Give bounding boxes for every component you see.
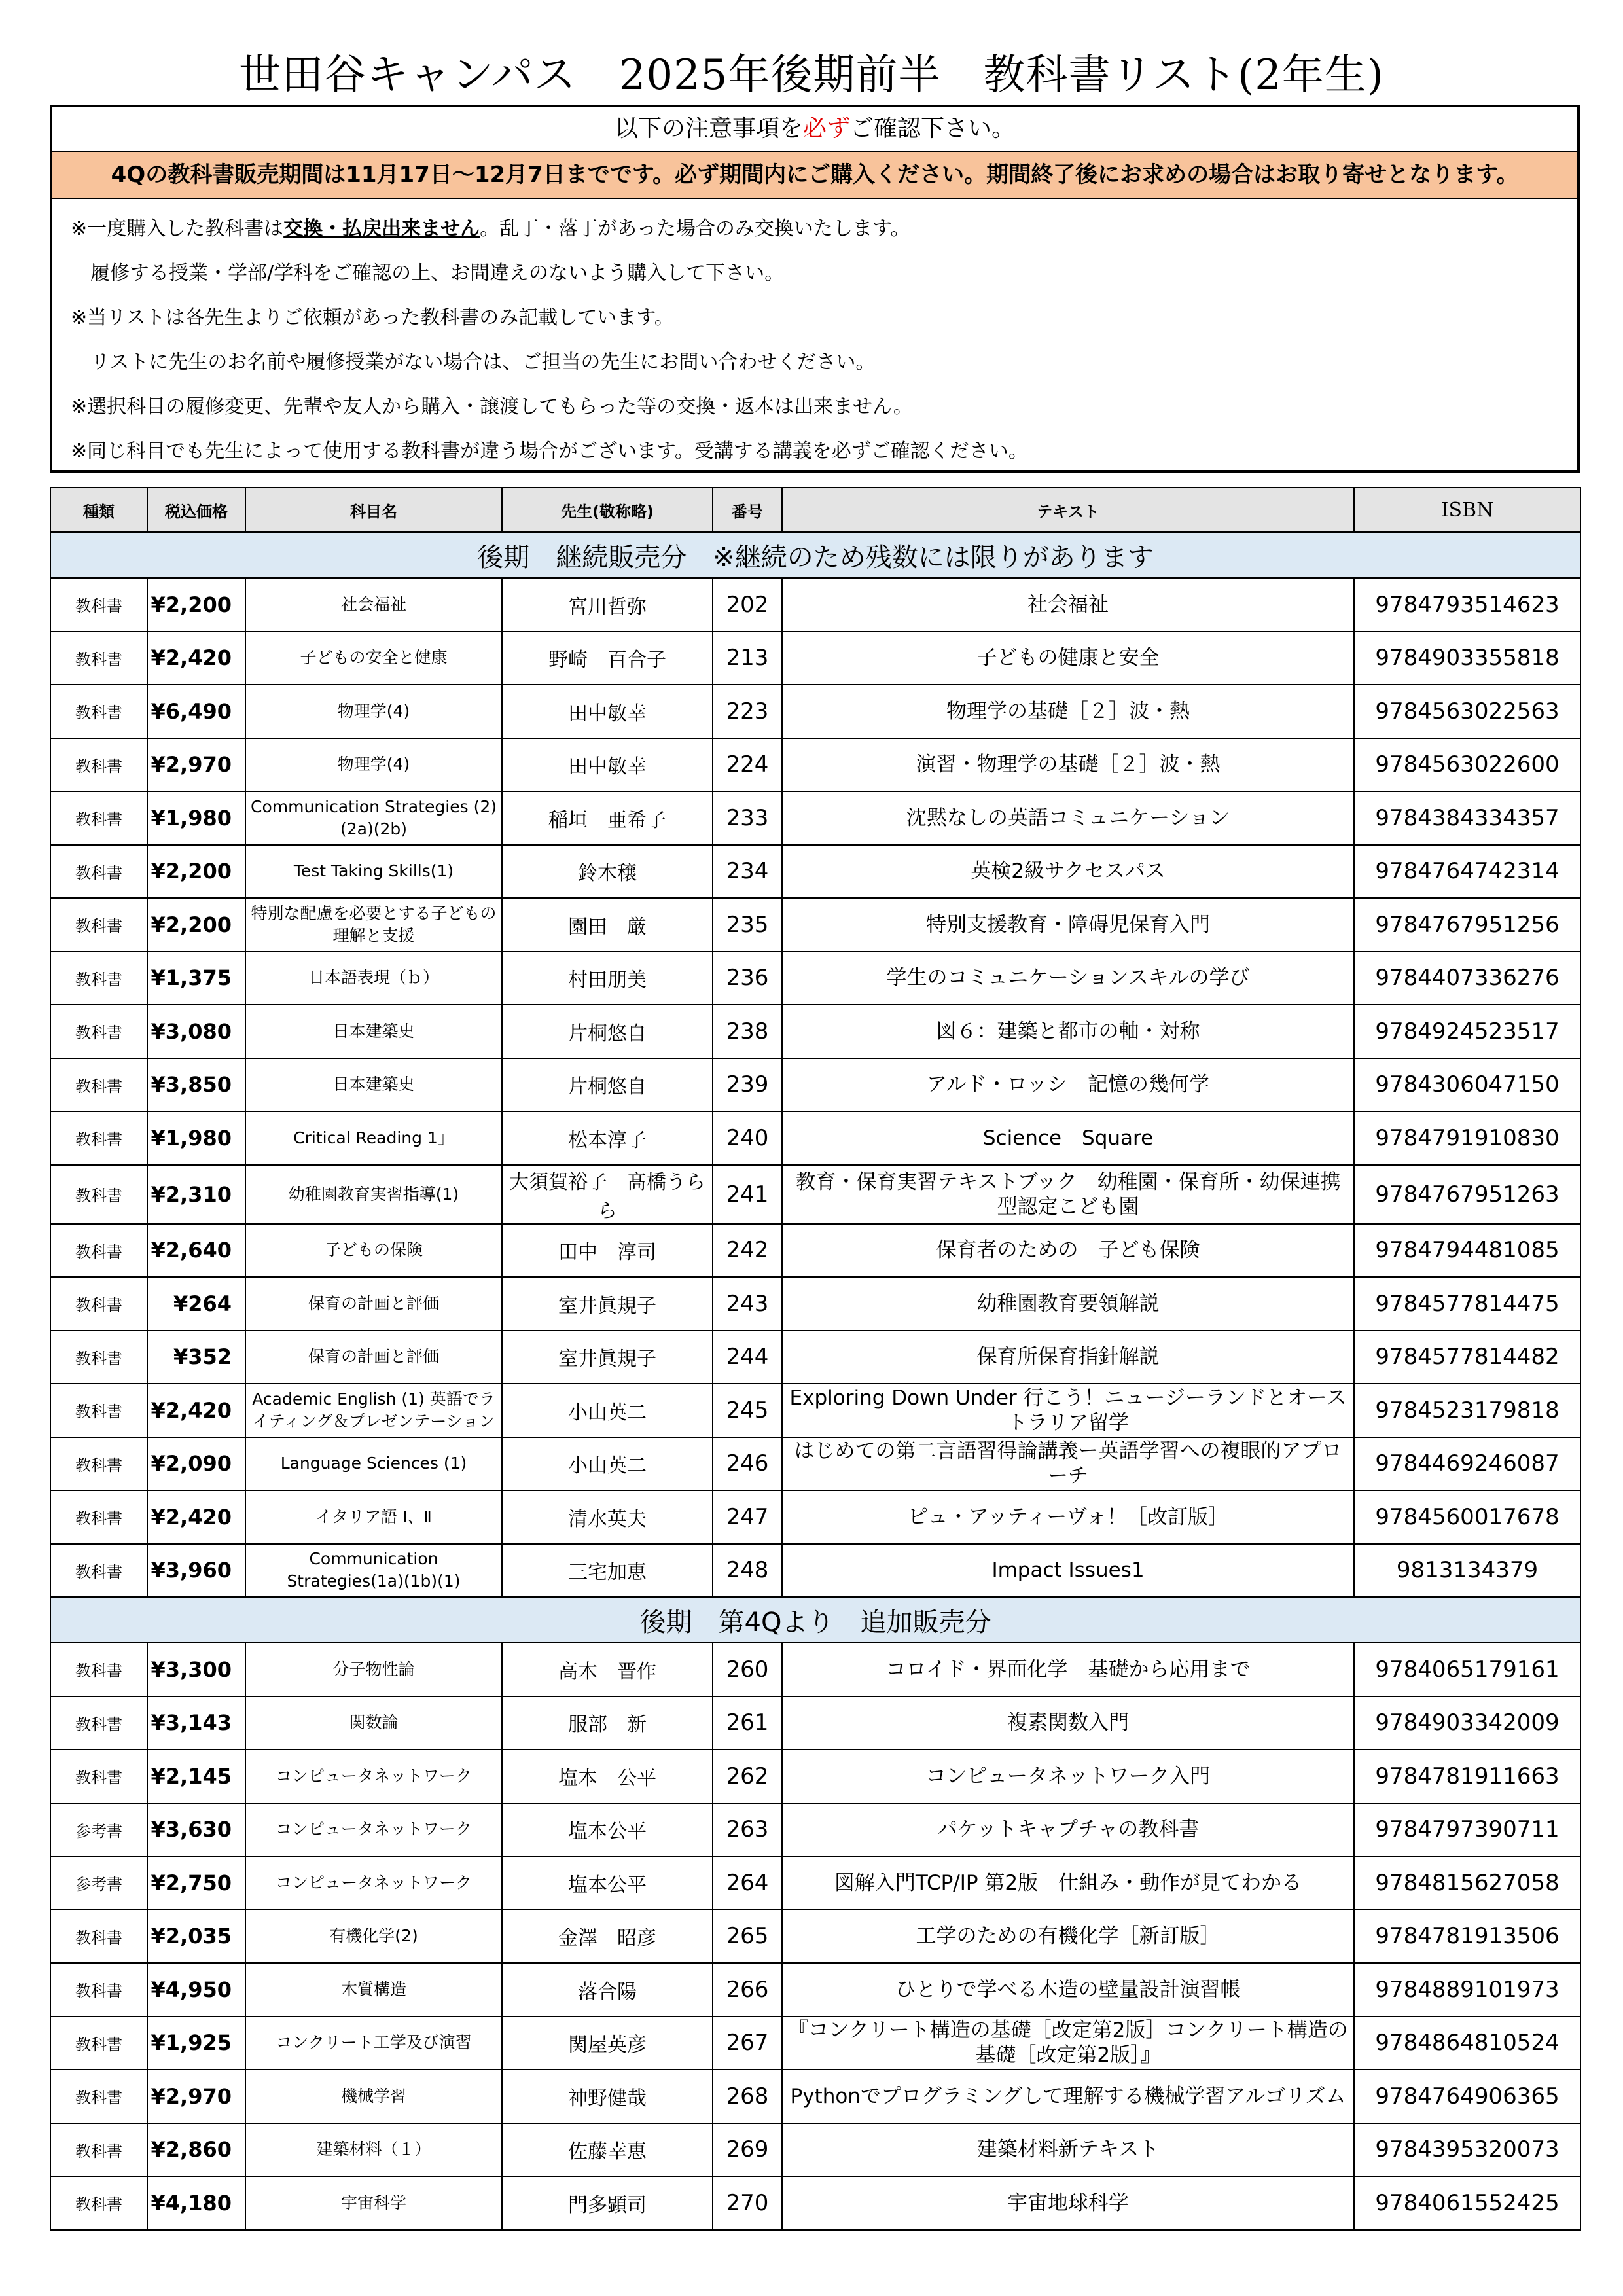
cell-type: 教科書: [50, 1910, 147, 1964]
cell-type: 教科書: [50, 1643, 147, 1696]
cell-price: ¥352: [147, 1331, 245, 1384]
sales-period-banner: 4Qの教科書販売期間は11月17日～12月7日までです。必ず期間内にご購入ください。期間終了後にお求めの場合はお取り寄せとなります。: [52, 152, 1577, 199]
cell-teacher: 高木 晋作: [502, 1643, 713, 1696]
cell-number: 267: [713, 2017, 782, 2070]
cell-text: 『コンクリート構造の基礎［改定第2版］コンクリート構造の基礎［改定第2版］』: [782, 2017, 1354, 2070]
cell-teacher: 佐藤幸恵: [502, 2123, 713, 2177]
cell-text: 社会福祉: [782, 578, 1354, 632]
cell-number: 241: [713, 1165, 782, 1224]
cell-teacher: 三宅加恵: [502, 1544, 713, 1598]
cell-number: 247: [713, 1490, 782, 1544]
cell-isbn: 9784767951256: [1354, 898, 1580, 952]
cell-subject: 木質構造: [245, 1963, 502, 2017]
cell-type: 教科書: [50, 632, 147, 685]
table-row: [50, 1384, 1580, 1437]
cell-type: 参考書: [50, 1803, 147, 1857]
cell-type: 教科書: [50, 1058, 147, 1112]
cell-teacher: 田中敏幸: [502, 685, 713, 738]
cell-number: 236: [713, 952, 782, 1005]
cell-teacher: 宮川哲弥: [502, 578, 713, 632]
section-additional-header: [50, 1597, 1580, 1643]
cell-isbn: 9784797390711: [1354, 1803, 1580, 1857]
table-header-row: [50, 488, 1580, 532]
cell-teacher: 塩本 公平: [502, 1749, 713, 1803]
table-row: [50, 2070, 1580, 2123]
cell-teacher: 松本淳子: [502, 1111, 713, 1165]
cell-text: 学生のコミュニケーションスキルの学び: [782, 952, 1354, 1005]
cell-text: 保育所保育指針解説: [782, 1331, 1354, 1384]
cell-subject: コンピュータネットワーク: [245, 1856, 502, 1910]
cell-isbn: 9784903342009: [1354, 1696, 1580, 1750]
cell-teacher: 清水英夫: [502, 1490, 713, 1544]
page-title: 世田谷キャンパス 2025年後期前半 教科書リスト(2年生): [239, 51, 1384, 99]
cell-subject: Test Taking Skills(1): [245, 845, 502, 899]
cell-price: ¥2,310: [147, 1165, 245, 1224]
cell-teacher: 室井眞規子: [502, 1331, 713, 1384]
cell-text: コンピュータネットワーク入門: [782, 1749, 1354, 1803]
cell-type: 参考書: [50, 1856, 147, 1910]
cell-teacher: 村田朋美: [502, 952, 713, 1005]
cell-text: 特別支援教育・障碍児保育入門: [782, 898, 1354, 952]
cell-number: 213: [713, 632, 782, 685]
notice-line-6: ※同じ科目でも先生によって使用する教科書が違う場合がございます。受講する講義を必ずご確認ください。: [71, 440, 1028, 463]
cell-type: 教科書: [50, 738, 147, 792]
cell-text: 複素関数入門: [782, 1696, 1354, 1750]
cell-isbn: 9784781913506: [1354, 1910, 1580, 1964]
cell-type: 教科書: [50, 1331, 147, 1384]
cell-isbn: 9784794481085: [1354, 1224, 1580, 1278]
table-row: [50, 1490, 1580, 1544]
cell-text: はじめての第二言語習得論講義ー英語学習への複眼的アプローチ: [782, 1437, 1354, 1491]
cell-type: 教科書: [50, 1749, 147, 1803]
cell-subject: 関数論: [245, 1696, 502, 1750]
table-row: [50, 898, 1580, 952]
cell-teacher: 片桐悠自: [502, 1005, 713, 1058]
table-row: [50, 1643, 1580, 1696]
cell-isbn: 9784781911663: [1354, 1749, 1580, 1803]
table-row: [50, 2123, 1580, 2177]
cell-type: 教科書: [50, 1437, 147, 1491]
cell-type: 教科書: [50, 845, 147, 899]
cell-price: ¥2,970: [147, 2070, 245, 2123]
cell-subject: 物理学(4): [245, 685, 502, 738]
cell-number: 240: [713, 1111, 782, 1165]
cell-number: 235: [713, 898, 782, 952]
cell-text: 工学のための有機化学［新訂版］: [782, 1910, 1354, 1964]
cell-subject: 建築材料（１）: [245, 2123, 502, 2177]
cell-teacher: 神野健哉: [502, 2070, 713, 2123]
cell-type: 教科書: [50, 2070, 147, 2123]
cell-number: 202: [713, 578, 782, 632]
notice-line-1-emphasis: 交換・払戻出来ません: [283, 217, 480, 240]
cell-type: 教科書: [50, 685, 147, 738]
notice-heading-emphasis: 必ず: [802, 115, 850, 142]
cell-number: 270: [713, 2176, 782, 2230]
cell-price: ¥1,925: [147, 2017, 245, 2070]
cell-subject: 宇宙科学: [245, 2176, 502, 2230]
cell-text: 演習・物理学の基礎［２］波・熱: [782, 738, 1354, 792]
cell-subject: コンピュータネットワーク: [245, 1749, 502, 1803]
cell-text: Impact Issues1: [782, 1544, 1354, 1598]
cell-number: 248: [713, 1544, 782, 1598]
cell-teacher: 大須賀裕子 髙橋うらら: [502, 1165, 713, 1224]
cell-number: 244: [713, 1331, 782, 1384]
table-row: [50, 845, 1580, 899]
cell-subject: 保育の計画と評価: [245, 1331, 502, 1384]
cell-isbn: 9784306047150: [1354, 1058, 1580, 1112]
cell-price: ¥3,850: [147, 1058, 245, 1112]
cell-number: 245: [713, 1384, 782, 1437]
table-row: [50, 1856, 1580, 1910]
cell-price: ¥2,420: [147, 1490, 245, 1544]
table-row: [50, 1749, 1580, 1803]
cell-isbn: 9784061552425: [1354, 2176, 1580, 2230]
cell-teacher: 塩本公平: [502, 1803, 713, 1857]
cell-text: パケットキャプチャの教科書: [782, 1803, 1354, 1857]
notice-line-4: リストに先生のお名前や履修授業がない場合は、ご担当の先生にお問い合わせください。: [71, 351, 876, 374]
notice-line-1-prefix: ※一度購入した教科書は: [71, 217, 284, 240]
cell-type: 教科書: [50, 898, 147, 952]
header-isbn: ISBN: [1354, 488, 1580, 532]
cell-isbn: 9784764906365: [1354, 2070, 1580, 2123]
cell-isbn: 9784065179161: [1354, 1643, 1580, 1696]
cell-number: 238: [713, 1005, 782, 1058]
cell-price: ¥2,090: [147, 1437, 245, 1491]
notice-box: [50, 105, 1580, 473]
table-row: [50, 685, 1580, 738]
header-type: 種類: [50, 488, 147, 532]
cell-text: 図６：建築と都市の軸・対称: [782, 1005, 1354, 1058]
cell-text: 沈黙なしの英語コミュニケーション: [782, 791, 1354, 845]
section-continuing-title: 後期 継続販売分 ※継続のため残数には限りがあります: [50, 532, 1580, 578]
cell-isbn: 9784563022600: [1354, 738, 1580, 792]
cell-isbn: 9784560017678: [1354, 1490, 1580, 1544]
cell-type: 教科書: [50, 1111, 147, 1165]
table-row: [50, 1058, 1580, 1112]
cell-price: ¥6,490: [147, 685, 245, 738]
cell-subject: イタリア語 Ⅰ、Ⅱ: [245, 1490, 502, 1544]
cell-number: 233: [713, 791, 782, 845]
cell-isbn: 9784815627058: [1354, 1856, 1580, 1910]
cell-price: ¥1,375: [147, 952, 245, 1005]
cell-type: 教科書: [50, 1165, 147, 1224]
cell-number: 269: [713, 2123, 782, 2177]
cell-teacher: 稲垣 亜希子: [502, 791, 713, 845]
cell-type: 教科書: [50, 578, 147, 632]
notice-line-1: [71, 207, 1577, 251]
header-teacher: 先生(敬称略): [502, 488, 713, 532]
cell-teacher: 服部 新: [502, 1696, 713, 1750]
cell-subject: Critical Reading 1」: [245, 1111, 502, 1165]
cell-text: Exploring Down Under 行こう！ニュージーランドとオーストラリア留学: [782, 1384, 1354, 1437]
cell-type: 教科書: [50, 1963, 147, 2017]
cell-teacher: 鈴木穣: [502, 845, 713, 899]
cell-number: 268: [713, 2070, 782, 2123]
cell-text: ひとりで学べる木造の壁量設計演習帳: [782, 1963, 1354, 2017]
cell-price: ¥2,420: [147, 632, 245, 685]
table-row: [50, 2017, 1580, 2070]
table-row: [50, 632, 1580, 685]
cell-text: 英検2級サクセスパス: [782, 845, 1354, 899]
table-row: [50, 578, 1580, 632]
cell-isbn: 9784903355818: [1354, 632, 1580, 685]
cell-type: 教科書: [50, 1277, 147, 1331]
cell-type: 教科書: [50, 1384, 147, 1437]
cell-type: 教科書: [50, 791, 147, 845]
cell-price: ¥2,640: [147, 1224, 245, 1278]
cell-price: ¥264: [147, 1277, 245, 1331]
cell-price: ¥1,980: [147, 791, 245, 845]
cell-teacher: 室井眞規子: [502, 1277, 713, 1331]
table-row: [50, 1005, 1580, 1058]
cell-number: 242: [713, 1224, 782, 1278]
section-continuing-header: [50, 532, 1580, 578]
cell-price: ¥3,960: [147, 1544, 245, 1598]
cell-subject: Communication Strategies (2)(2a)(2b): [245, 791, 502, 845]
cell-teacher: 小山英二: [502, 1384, 713, 1437]
cell-isbn: 9784395320073: [1354, 2123, 1580, 2177]
cell-text: 保育者のための 子ども保険: [782, 1224, 1354, 1278]
cell-isbn: 9813134379: [1354, 1544, 1580, 1598]
notice-lines: [52, 199, 1577, 474]
cell-subject: 社会福祉: [245, 578, 502, 632]
cell-isbn: 9784523179818: [1354, 1384, 1580, 1437]
cell-isbn: 9784407336276: [1354, 952, 1580, 1005]
cell-text: 図解入門TCP/IP 第2版 仕組み・動作が見てわかる: [782, 1856, 1354, 1910]
cell-number: 266: [713, 1963, 782, 2017]
cell-teacher: 田中敏幸: [502, 738, 713, 792]
cell-isbn: 9784469246087: [1354, 1437, 1580, 1491]
cell-number: 224: [713, 738, 782, 792]
cell-number: 264: [713, 1856, 782, 1910]
cell-price: ¥2,145: [147, 1749, 245, 1803]
cell-subject: 特別な配慮を必要とする子どもの理解と支援: [245, 898, 502, 952]
cell-number: 265: [713, 1910, 782, 1964]
cell-isbn: 9784924523517: [1354, 1005, 1580, 1058]
cell-type: 教科書: [50, 1490, 147, 1544]
cell-subject: Communication Strategies(1a)(1b)(1): [245, 1544, 502, 1598]
cell-number: 263: [713, 1803, 782, 1857]
cell-isbn: 9784764742314: [1354, 845, 1580, 899]
cell-isbn: 9784767951263: [1354, 1165, 1580, 1224]
cell-price: ¥2,035: [147, 1910, 245, 1964]
cell-text: 教育・保育実習テキストブック 幼稚園・保育所・幼保連携型認定こども園: [782, 1165, 1354, 1224]
cell-isbn: 9784563022563: [1354, 685, 1580, 738]
cell-isbn: 9784864810524: [1354, 2017, 1580, 2070]
cell-price: ¥1,980: [147, 1111, 245, 1165]
cell-isbn: 9784791910830: [1354, 1111, 1580, 1165]
table-row: [50, 1165, 1580, 1224]
cell-isbn: 9784889101973: [1354, 1963, 1580, 2017]
cell-type: 教科書: [50, 952, 147, 1005]
table-row: [50, 1331, 1580, 1384]
cell-teacher: 田中 淳司: [502, 1224, 713, 1278]
cell-text: ピュ・アッティーヴォ！［改訂版］: [782, 1490, 1354, 1544]
cell-price: ¥3,143: [147, 1696, 245, 1750]
cell-teacher: 園田 厳: [502, 898, 713, 952]
cell-subject: 分子物性論: [245, 1643, 502, 1696]
table-row: [50, 2176, 1580, 2230]
cell-type: 教科書: [50, 1696, 147, 1750]
table-row: [50, 1111, 1580, 1165]
table-row: [50, 1910, 1580, 1964]
notice-line-1-suffix: 。乱丁・落丁があった場合のみ交換いたします。: [480, 217, 910, 240]
cell-price: ¥2,200: [147, 578, 245, 632]
cell-type: 教科書: [50, 1544, 147, 1598]
cell-price: ¥2,200: [147, 898, 245, 952]
cell-subject: 機械学習: [245, 2070, 502, 2123]
notice-heading-suffix: ご確認下さい。: [850, 115, 1016, 142]
cell-text: 子どもの健康と安全: [782, 632, 1354, 685]
cell-number: 239: [713, 1058, 782, 1112]
cell-number: 246: [713, 1437, 782, 1491]
cell-subject: Academic English (1) 英語でライティング＆プレゼンテーション: [245, 1384, 502, 1437]
cell-text: 建築材料新テキスト: [782, 2123, 1354, 2177]
cell-price: ¥3,080: [147, 1005, 245, 1058]
table-row: [50, 1224, 1580, 1278]
cell-number: 260: [713, 1643, 782, 1696]
cell-teacher: 塩本公平: [502, 1856, 713, 1910]
textbook-table: [50, 487, 1581, 2231]
cell-teacher: 片桐悠自: [502, 1058, 713, 1112]
cell-subject: 保育の計画と評価: [245, 1277, 502, 1331]
cell-type: 教科書: [50, 1005, 147, 1058]
cell-isbn: 9784793514623: [1354, 578, 1580, 632]
table-row: [50, 1437, 1580, 1491]
cell-isbn: 9784384334357: [1354, 791, 1580, 845]
cell-price: ¥2,750: [147, 1856, 245, 1910]
cell-number: 234: [713, 845, 782, 899]
cell-type: 教科書: [50, 2017, 147, 2070]
table-row: [50, 1963, 1580, 2017]
cell-subject: Language Sciences (1): [245, 1437, 502, 1491]
header-price: 税込価格: [147, 488, 245, 532]
cell-text: コロイド・界面化学 基礎から応用まで: [782, 1643, 1354, 1696]
cell-price: ¥3,630: [147, 1803, 245, 1857]
cell-type: 教科書: [50, 1224, 147, 1278]
cell-isbn: 9784577814475: [1354, 1277, 1580, 1331]
table-row: [50, 1277, 1580, 1331]
cell-price: ¥2,860: [147, 2123, 245, 2177]
cell-subject: コンピュータネットワーク: [245, 1803, 502, 1857]
cell-subject: コンクリート工学及び演習: [245, 2017, 502, 2070]
cell-type: 教科書: [50, 2176, 147, 2230]
table-row: [50, 1803, 1580, 1857]
cell-text: 幼稚園教育要領解説: [782, 1277, 1354, 1331]
cell-price: ¥2,200: [147, 845, 245, 899]
cell-text: 物理学の基礎［２］波・熱: [782, 685, 1354, 738]
cell-number: 261: [713, 1696, 782, 1750]
table-body: [50, 532, 1580, 2230]
cell-text: アルド・ロッシ 記憶の幾何学: [782, 1058, 1354, 1112]
cell-price: ¥3,300: [147, 1643, 245, 1696]
cell-text: Pythonでプログラミングして理解する機械学習アルゴリズム: [782, 2070, 1354, 2123]
cell-teacher: 落合陽: [502, 1963, 713, 2017]
table-row: [50, 1544, 1580, 1598]
cell-teacher: 野崎 百合子: [502, 632, 713, 685]
cell-subject: 子どもの安全と健康: [245, 632, 502, 685]
cell-teacher: 関屋英彦: [502, 2017, 713, 2070]
table-row: [50, 1696, 1580, 1750]
header-subject: 科目名: [245, 488, 502, 532]
cell-subject: 幼稚園教育実習指導(1): [245, 1165, 502, 1224]
notice-heading-prefix: 以下の注意事項を: [614, 115, 803, 142]
cell-number: 223: [713, 685, 782, 738]
cell-price: ¥2,970: [147, 738, 245, 792]
cell-subject: 日本建築史: [245, 1005, 502, 1058]
notice-line-3: ※当リストは各先生よりご依頼があった教科書のみ記載しています。: [71, 306, 674, 329]
notice-heading: [52, 107, 1577, 152]
cell-teacher: 小山英二: [502, 1437, 713, 1491]
cell-subject: 物理学(4): [245, 738, 502, 792]
cell-isbn: 9784577814482: [1354, 1331, 1580, 1384]
section-additional-title: 後期 第4Qより 追加販売分: [50, 1597, 1580, 1643]
notice-line-2: 履修する授業・学部/学科をご確認の上、お間違えのないよう購入して下さい。: [71, 262, 785, 285]
cell-price: ¥4,180: [147, 2176, 245, 2230]
cell-number: 262: [713, 1749, 782, 1803]
table-row: [50, 791, 1580, 845]
notice-line-5: ※選択科目の履修変更、先輩や友人から購入・譲渡してもらった等の交換・返本は出来ません。: [71, 395, 913, 418]
table-row: [50, 738, 1580, 792]
cell-subject: 日本建築史: [245, 1058, 502, 1112]
cell-price: ¥4,950: [147, 1963, 245, 2017]
table-row: [50, 952, 1580, 1005]
cell-price: ¥2,420: [147, 1384, 245, 1437]
cell-number: 243: [713, 1277, 782, 1331]
cell-type: 教科書: [50, 2123, 147, 2177]
cell-teacher: 門多顕司: [502, 2176, 713, 2230]
cell-subject: 日本語表現（ｂ）: [245, 952, 502, 1005]
cell-teacher: 金澤 昭彦: [502, 1910, 713, 1964]
cell-subject: 子どもの保険: [245, 1224, 502, 1278]
header-text: テキスト: [782, 488, 1354, 532]
cell-subject: 有機化学(2): [245, 1910, 502, 1964]
header-number: 番号: [713, 488, 782, 532]
cell-text: Science Square: [782, 1111, 1354, 1165]
cell-text: 宇宙地球科学: [782, 2176, 1354, 2230]
